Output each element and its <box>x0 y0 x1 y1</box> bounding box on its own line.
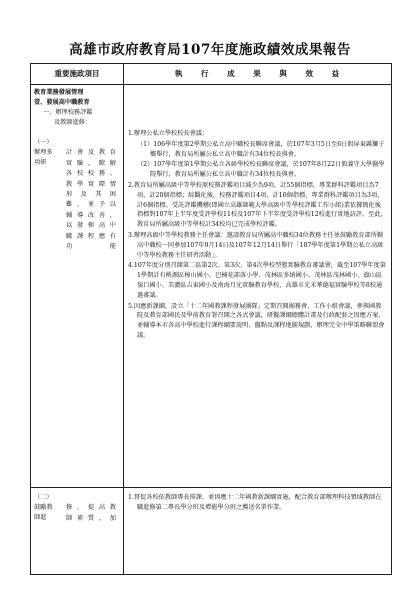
result-paragraph: （1）106學年度第2學期公私立高中職校長聯席會議，於107年3月5日至6日假屏東縣獅子鄉舉行，教育局所屬公私立高中職計有34位校長與會。 <box>137 140 385 158</box>
result-paragraph: 5.因應新課綱，設立「十二年國教課程發展團隊」定期召開團務會、工作小組會議，參與國教院及教育部國民及學前教育署召開之各式會議，研擬課綱總體計畫及行政配套之因應方案，並輔導本市各高中學校進行課程綱要說明、盤點及課程地圖規劃，辦理完全中學策略聯盟會議。 <box>128 302 385 339</box>
report-table <box>30 63 392 575</box>
header-results: 執 行 成 果 與 效 益 <box>174 69 341 78</box>
result-paragraph: 2.教育局所屬高級中等學校原校務評鑑項目減少為9項，計55個指標，專業群科評鑑項目為7項，計20個指標；綜觀化後，校務評鑑項目4項，計16個指標，專業群科評鑑項目為3項，計6個指標。受託評鑑機構(即國立高雄師範大學高級中等學校評鑑工作小組)業依據簡化後指標對107年上半年度受評學校11校及107年下半年度受評學校12校進行實地訪評。至此，教育局所屬高級中等學校計34校均已完成學校評鑑。 <box>128 181 387 229</box>
sub1-lines-line: 計會及教育 <box>66 149 116 157</box>
results-block-2 <box>128 493 387 514</box>
sub2-lines-line: 師素質，加 <box>66 514 116 522</box>
results-block-1 <box>128 129 387 342</box>
result-paragraph: 1.辦理公私立學校校長會議： <box>128 130 209 137</box>
subsection-label: 壹、發展高中職教育 <box>34 99 90 106</box>
sub1-lines-line: 實驗，瞭解 <box>66 159 116 167</box>
sub1-lines-line: （一）辦理多項研 <box>34 139 53 166</box>
sub1-lines-line: 教學實際情 <box>66 180 116 188</box>
sub2-lines-line: 修，提高教 <box>66 504 116 512</box>
section-label: 教育業務發展管理 <box>34 89 84 96</box>
table-header-row <box>31 64 391 85</box>
sub2-lines-line: （二）鼓勵教師進 <box>34 494 53 521</box>
item1-heading: 一、辦理校務評鑑 <box>43 109 93 116</box>
item1-heading-cont: 及教師進修： <box>54 119 92 126</box>
sub1-lines-line: 輔導改善， <box>66 211 116 219</box>
result-paragraph: 4.107年度分別召開第二區第2次、第3次、第4次學校型態實驗教育審議會，截至107學年度第1學期計有桃源區樟山國小、巴楠花部落小學、茂林區多納國小、茂林區茂林國小、旗山區嶺口國小、美濃區吉東國小及南海月光實驗教育學校、高雄市光禾華德福實驗學校等8校通過審議。 <box>128 262 386 299</box>
result-paragraph: （2）107學年度第1學期公私立各級學校校長聯席會議，於107年8月22日假義守大學醫學院舉行，教育局所屬公私立高中職計有34位校長與會。 <box>137 161 385 179</box>
sub1-lines-line: 以發揮高中 <box>66 222 116 230</box>
sub1-lines-line: 功能 <box>66 243 116 250</box>
column-divider <box>123 64 124 574</box>
sub1-lines-line: 職課程應有 <box>66 232 116 240</box>
result-paragraph: 3.辦理高級中等學校教務主任會議：邀請教育局所屬高中職校34位教務主任並鼓勵教育部所轄高中職校一同參加107年9月14日及107年12月14日舉行「107學年度第1學期公私立高級中等學校教務主任研習活動」。 <box>128 231 384 259</box>
row-divider <box>31 487 391 488</box>
header-key-items: 重要施政項目 <box>54 69 100 78</box>
sub1-lines-line: 各校校務、 <box>66 170 116 178</box>
sub1-lines-line: 形及其困 <box>66 191 116 198</box>
result-paragraph: 1.督促各校依教師專長排課，並因應十二年國教新課綱實施，配合教育部辦理科技領域教師在職進修第二專長學分班及增能學分班之薦送名單作業。 <box>128 494 382 511</box>
sub1-lines-line: 難，並予以 <box>66 201 116 209</box>
page-title: 高雄市政府教育局107年度施政績效成果報告 <box>69 42 351 58</box>
